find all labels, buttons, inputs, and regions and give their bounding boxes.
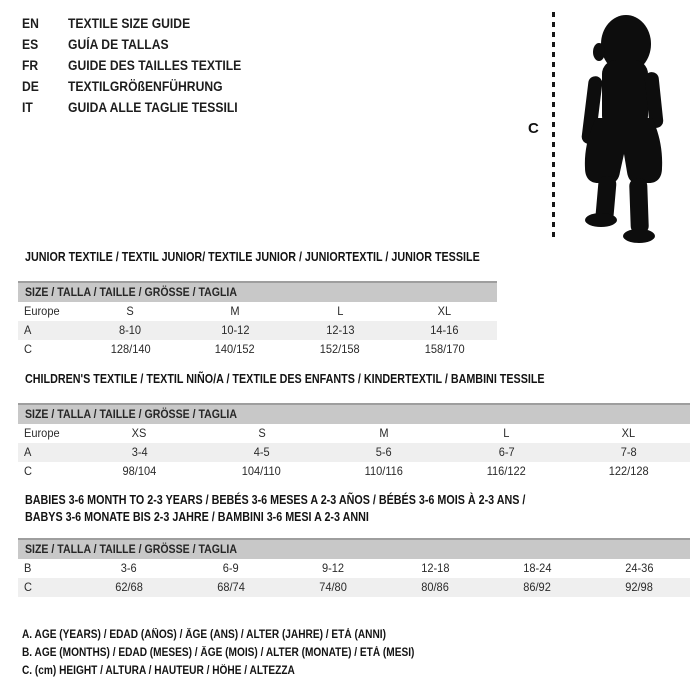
size-column-label: M xyxy=(230,304,240,318)
language-code: FR xyxy=(22,58,39,73)
value-cell xyxy=(78,321,183,340)
cell-value: 110/116 xyxy=(364,464,404,478)
value-cell xyxy=(323,462,445,481)
row-label-cell xyxy=(18,578,78,597)
height-measure-label: C xyxy=(528,120,539,137)
region-label-cell xyxy=(18,424,78,443)
language-row xyxy=(22,34,261,55)
cell-value: 116/122 xyxy=(486,464,526,478)
value-cell xyxy=(200,443,322,462)
cell-value: 3-6 xyxy=(121,561,137,575)
size-column-cell xyxy=(392,302,497,321)
value-cell xyxy=(486,578,588,597)
cell-value: 62/68 xyxy=(115,580,143,594)
toddler-silhouette-icon xyxy=(572,6,682,246)
value-cell xyxy=(486,559,588,578)
row-label: C xyxy=(24,342,32,356)
cell-value: 7-8 xyxy=(620,445,637,459)
size-header-row xyxy=(18,403,690,424)
size-column-label: XL xyxy=(437,304,452,318)
size-column-cell xyxy=(78,302,183,321)
cell-value: 5-6 xyxy=(376,445,392,459)
language-code: EN xyxy=(22,16,39,31)
size-column-cell xyxy=(183,302,288,321)
language-title: GUÍA DE TALLAS xyxy=(68,37,169,52)
footnote: A. AGE (YEARS) / EDAD (AÑOS) / ÂGE (ANS) / ALTER (JAHRE) / ETÀ (ANNI) xyxy=(22,629,386,641)
region-label: Europe xyxy=(24,304,60,318)
cell-value: 86/92 xyxy=(523,580,551,594)
cell-value: 10-12 xyxy=(220,323,250,337)
size-column-label: M xyxy=(379,426,389,440)
row-label: A xyxy=(24,323,32,337)
language-row xyxy=(22,55,261,76)
size-table xyxy=(18,403,690,481)
value-cell xyxy=(445,443,567,462)
size-table xyxy=(18,538,690,597)
column-header-row xyxy=(18,424,690,443)
size-column-label: S xyxy=(257,426,266,440)
language-code: ES xyxy=(22,37,39,52)
value-cell xyxy=(288,340,393,359)
row-label-cell xyxy=(18,340,78,359)
cell-value: 6-9 xyxy=(223,561,239,575)
language-row xyxy=(22,97,261,118)
value-cell xyxy=(183,321,288,340)
region-label: Europe xyxy=(24,426,60,440)
value-cell xyxy=(78,559,180,578)
row-label-cell xyxy=(18,443,78,462)
cell-value: 24-36 xyxy=(624,561,654,575)
language-code: IT xyxy=(22,100,33,115)
table-row xyxy=(18,443,690,462)
language-row xyxy=(22,13,261,34)
size-column-cell xyxy=(288,302,393,321)
value-cell xyxy=(384,578,486,597)
table-title xyxy=(25,249,554,266)
value-cell xyxy=(568,443,690,462)
cell-value: 74/80 xyxy=(319,580,347,594)
cell-value: 3-4 xyxy=(131,445,148,459)
value-cell xyxy=(384,559,486,578)
value-cell xyxy=(282,559,384,578)
value-cell xyxy=(392,321,497,340)
cell-value: 80/86 xyxy=(421,580,449,594)
value-cell xyxy=(392,340,497,359)
table-title-line: BABYS 3-6 MONATE BIS 2-3 JAHRE / BAMBINI 3-6 MESI A 2-3 ANNI xyxy=(25,510,369,524)
cell-value: 8-10 xyxy=(119,323,142,337)
size-header-label: SIZE / TALLA / TAILLE / GRÖSSE / TAGLIA xyxy=(25,542,237,556)
row-label: C xyxy=(24,464,32,478)
value-cell xyxy=(78,462,200,481)
language-code: DE xyxy=(22,79,39,94)
cell-value: 18-24 xyxy=(522,561,552,575)
size-column-cell xyxy=(323,424,445,443)
size-header-label: SIZE / TALLA / TAILLE / GRÖSSE / TAGLIA xyxy=(25,285,237,299)
size-column-label: S xyxy=(126,304,135,318)
cell-value: 12-18 xyxy=(420,561,450,575)
size-header-row xyxy=(18,281,497,302)
value-cell xyxy=(78,340,183,359)
value-cell xyxy=(180,559,282,578)
cell-value: 104/110 xyxy=(242,464,282,478)
table-title xyxy=(25,371,629,388)
cell-value: 4-5 xyxy=(253,445,270,459)
cell-value: 92/98 xyxy=(625,580,653,594)
cell-value: 158/170 xyxy=(424,342,465,356)
table-row xyxy=(18,321,497,340)
size-column-label: L xyxy=(336,304,343,318)
height-measure-dashed-line xyxy=(552,12,555,240)
cell-value: 9-12 xyxy=(321,561,345,575)
size-column-cell xyxy=(200,424,322,443)
row-label: B xyxy=(24,561,32,575)
row-label-cell xyxy=(18,559,78,578)
size-column-label: XL xyxy=(622,426,636,440)
size-header-label: SIZE / TALLA / TAILLE / GRÖSSE / TAGLIA xyxy=(25,407,237,421)
footnote: B. AGE (MONTHS) / EDAD (MESES) / ÂGE (MOIS) / ALTER (MONATE) / ETÀ (MESI) xyxy=(22,647,415,659)
language-title: GUIDE DES TAILLES TEXTILE xyxy=(68,58,242,73)
column-header-row xyxy=(18,302,497,321)
size-column-cell xyxy=(445,424,567,443)
value-cell xyxy=(78,443,200,462)
size-column-label: XS xyxy=(131,426,147,440)
table-title-line: CHILDREN'S TEXTILE / TEXTIL NIÑO/A / TEXTILE DES ENFANTS / KINDERTEXTIL / BAMBINI TESSILE xyxy=(25,372,545,386)
value-cell xyxy=(180,578,282,597)
footnote: C. (cm) HEIGHT / ALTURA / HAUTEUR / HÖHE / ALTEZZA xyxy=(22,665,295,677)
row-label: A xyxy=(24,445,32,459)
value-cell xyxy=(78,578,180,597)
footnote-legend xyxy=(22,626,468,680)
table-row xyxy=(18,462,690,481)
size-header-row xyxy=(18,538,690,559)
size-column-cell xyxy=(78,424,200,443)
table-title xyxy=(25,492,607,526)
value-cell xyxy=(445,462,567,481)
cell-value: 152/158 xyxy=(319,342,360,356)
value-cell xyxy=(183,340,288,359)
cell-value: 14-16 xyxy=(430,323,459,337)
table-title-line: BABIES 3-6 MONTH TO 2-3 YEARS / BEBÉS 3-6 MESES A 2-3 AÑOS / BÉBÉS 3-6 MOIS À 2-3 ANS / xyxy=(25,493,526,507)
value-cell xyxy=(588,578,690,597)
value-cell xyxy=(288,321,393,340)
table-row xyxy=(18,340,497,359)
table-row xyxy=(18,559,690,578)
size-table xyxy=(18,281,497,359)
cell-value: 68/74 xyxy=(217,580,245,594)
row-label-cell xyxy=(18,321,78,340)
cell-value: 98/104 xyxy=(122,464,157,478)
language-title: GUIDA ALLE TAGLIE TESSILI xyxy=(68,100,238,115)
row-label: C xyxy=(24,580,32,594)
table-row xyxy=(18,578,690,597)
value-cell xyxy=(282,578,384,597)
value-cell xyxy=(200,462,322,481)
region-label-cell xyxy=(18,302,78,321)
value-cell xyxy=(323,443,445,462)
value-cell xyxy=(568,462,690,481)
language-title: TEXTILGRÖßENFÜHRUNG xyxy=(68,79,223,94)
cell-value: 122/128 xyxy=(608,464,649,478)
cell-value: 12-13 xyxy=(325,323,354,337)
cell-value: 140/152 xyxy=(215,342,256,356)
language-row xyxy=(22,76,261,97)
language-guide-list xyxy=(22,13,261,118)
cell-value: 6-7 xyxy=(498,445,515,459)
value-cell xyxy=(588,559,690,578)
table-title-line: JUNIOR TEXTILE / TEXTIL JUNIOR/ TEXTILE JUNIOR / JUNIORTEXTIL / JUNIOR TESSILE xyxy=(25,250,480,264)
row-label-cell xyxy=(18,462,78,481)
language-title: TEXTILE SIZE GUIDE xyxy=(68,16,191,31)
size-column-cell xyxy=(568,424,690,443)
cell-value: 128/140 xyxy=(110,342,151,356)
size-column-label: L xyxy=(503,426,510,440)
